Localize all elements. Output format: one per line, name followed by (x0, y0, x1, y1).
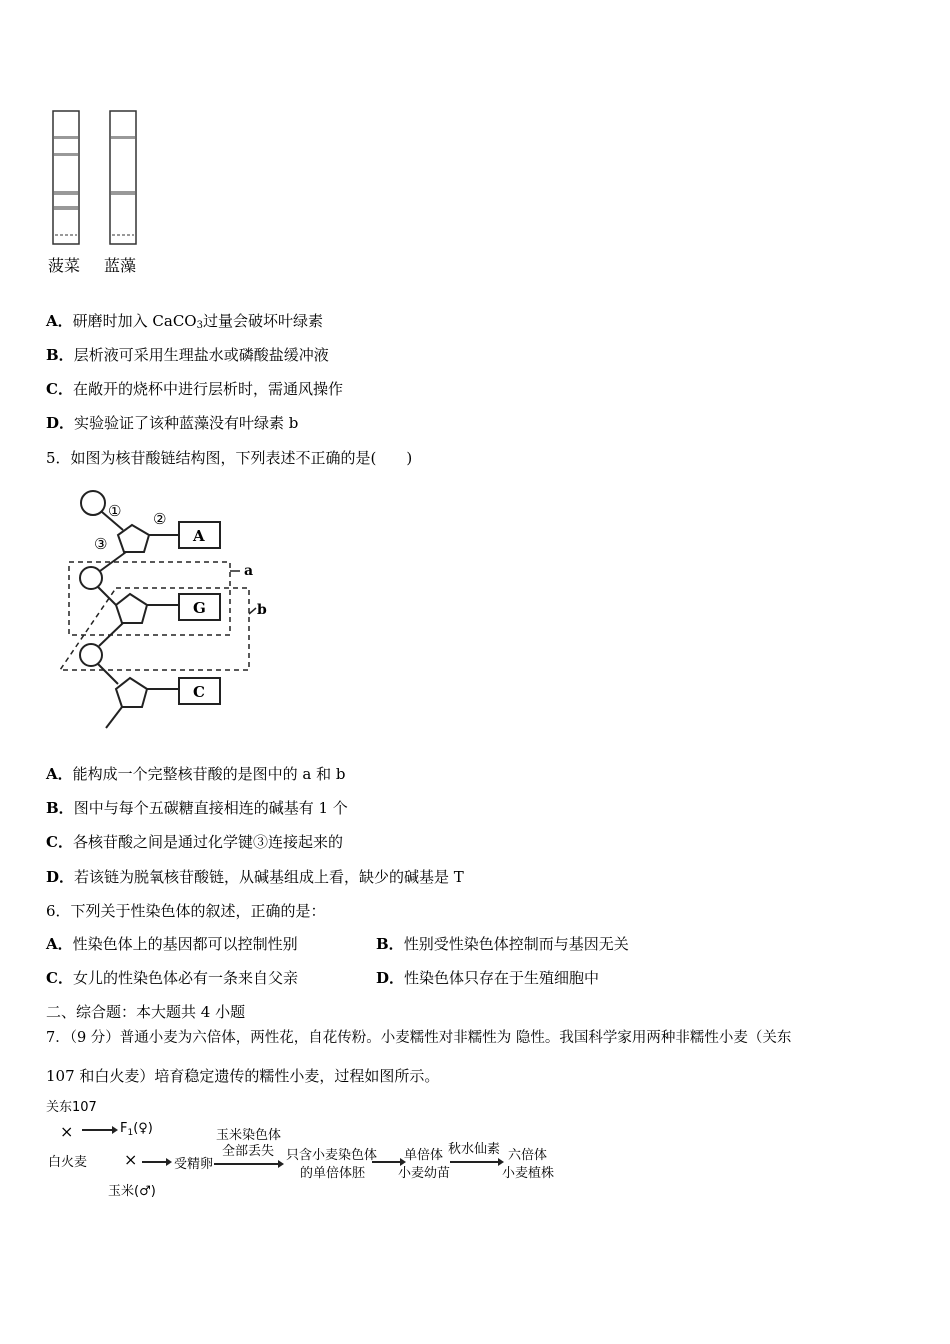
pentose-pentagon (116, 594, 147, 623)
q5-option-b: B．图中与每个五碳糖直接相连的碱基有 1 个 (46, 799, 348, 817)
phosphate-circle (81, 491, 105, 515)
arrow1-top-line2: 全部丢失 (222, 1144, 275, 1159)
cyano-band (111, 191, 135, 195)
q6-option-b: B．性别受性染色体控制而与基因无关 (376, 935, 629, 953)
embryo-line1: 只含小麦染色体 (286, 1148, 378, 1163)
haploid-line1: 单倍体 (404, 1148, 444, 1163)
bond-line (98, 664, 118, 684)
q6-option-d: D．性染色体只存在于生殖细胞中 (376, 969, 600, 987)
cyano-strip (110, 111, 136, 244)
q4-option-c: C．在敞开的烧杯中进行层析时，需通风操作 (46, 380, 343, 398)
region-a-box (69, 562, 230, 635)
cyano-band (111, 136, 135, 139)
bond-line (100, 552, 126, 571)
cross-symbol-2: × (124, 1150, 138, 1169)
section-title: 二、综合题：本大题共 4 小题 (46, 1003, 246, 1021)
spinach-band (54, 153, 78, 156)
q6-stem: 6．下列关于性染色体的叙述，正确的是： (46, 902, 326, 920)
nucleotide-chain-figure (46, 478, 286, 740)
arrow-icon (214, 1158, 284, 1170)
cross-symbol-1: × (60, 1122, 74, 1141)
chromatography-figure (46, 105, 156, 280)
arrow-icon (450, 1156, 504, 1168)
q5-stem: 5．如图为核苷酸链结构图，下列表述不正确的是( ) (46, 449, 413, 467)
q7-line-2: 107 和白火麦）培育稳定遗传的糯性小麦，过程如图所示。 (46, 1067, 440, 1085)
mark-1: ① (108, 502, 122, 520)
parent-baihuo: 白火麦 (48, 1155, 88, 1170)
zygote-label: 受精卵 (174, 1157, 214, 1172)
embryo-line2: 的单倍体胚 (300, 1166, 366, 1181)
chromatography-strips (46, 105, 156, 250)
parent-corn: 玉米(♂) (108, 1184, 156, 1199)
f1-label: $F_1(♀)$ (120, 1121, 153, 1138)
q5-option-a: A．能构成一个完整核苷酸的是图中的 a 和 b (46, 765, 346, 783)
q4-option-d: D．实验验证了该种蓝藻没有叶绿素 b (46, 414, 299, 432)
spinach-band (54, 191, 78, 195)
phosphate-circle (80, 567, 102, 589)
q4-option-a: A．研磨时加入 CaCO$_3$过量会破坏叶绿素 (46, 312, 323, 331)
region-b-leader (249, 608, 256, 614)
region-a-label: a (244, 563, 254, 579)
phosphate-circle (80, 644, 102, 666)
q5-option-c: C．各核苷酸之间是通过化学键③连接起来的 (46, 833, 343, 851)
arrow-icon (82, 1124, 118, 1136)
base-label-g: G (193, 599, 206, 617)
haploid-line2: 小麦幼苗 (398, 1166, 451, 1181)
q5-option-d: D．若该链为脱氧核苷酸链，从碱基组成上看，缺少的碱基是 T (46, 868, 464, 886)
spinach-band (54, 136, 78, 139)
hexaploid-line2: 小麦植株 (502, 1166, 555, 1181)
q6-option-c: C．女儿的性染色体必有一条来自父亲 (46, 969, 298, 987)
base-label-a: A (193, 527, 205, 545)
spinach-band (54, 206, 78, 210)
arrow-icon (142, 1156, 172, 1168)
mark-3: ③ (94, 535, 108, 553)
cyano-label: 蓝藻 (104, 256, 137, 275)
q7-line-1: 7．（9 分）普通小麦为六倍体，两性花，自花传粉。小麦糯性对非糯性为 隐性。我国科学家用两种非糯性小麦（关东 (46, 1030, 792, 1046)
spinach-label: 菠菜 (48, 256, 81, 275)
spinach-strip (53, 111, 79, 244)
arrow1-top-line1: 玉米染色体 (216, 1128, 282, 1143)
parent-guandong: 关东107 (46, 1100, 97, 1115)
q6-option-a: A．性染色体上的基因都可以控制性别 (46, 935, 298, 953)
mark-2: ② (153, 510, 167, 528)
q4-option-b: B．层析液可采用生理盐水或磷酸盐缓冲液 (46, 346, 329, 364)
bond-line (106, 707, 122, 728)
base-label-c: C (193, 683, 205, 701)
region-b-label: b (257, 602, 267, 618)
hexaploid-line1: 六倍体 (508, 1148, 548, 1163)
arrow3-top: 秋水仙素 (448, 1142, 501, 1157)
pentose-pentagon (116, 678, 147, 707)
breeding-flow-diagram (46, 1096, 566, 1206)
